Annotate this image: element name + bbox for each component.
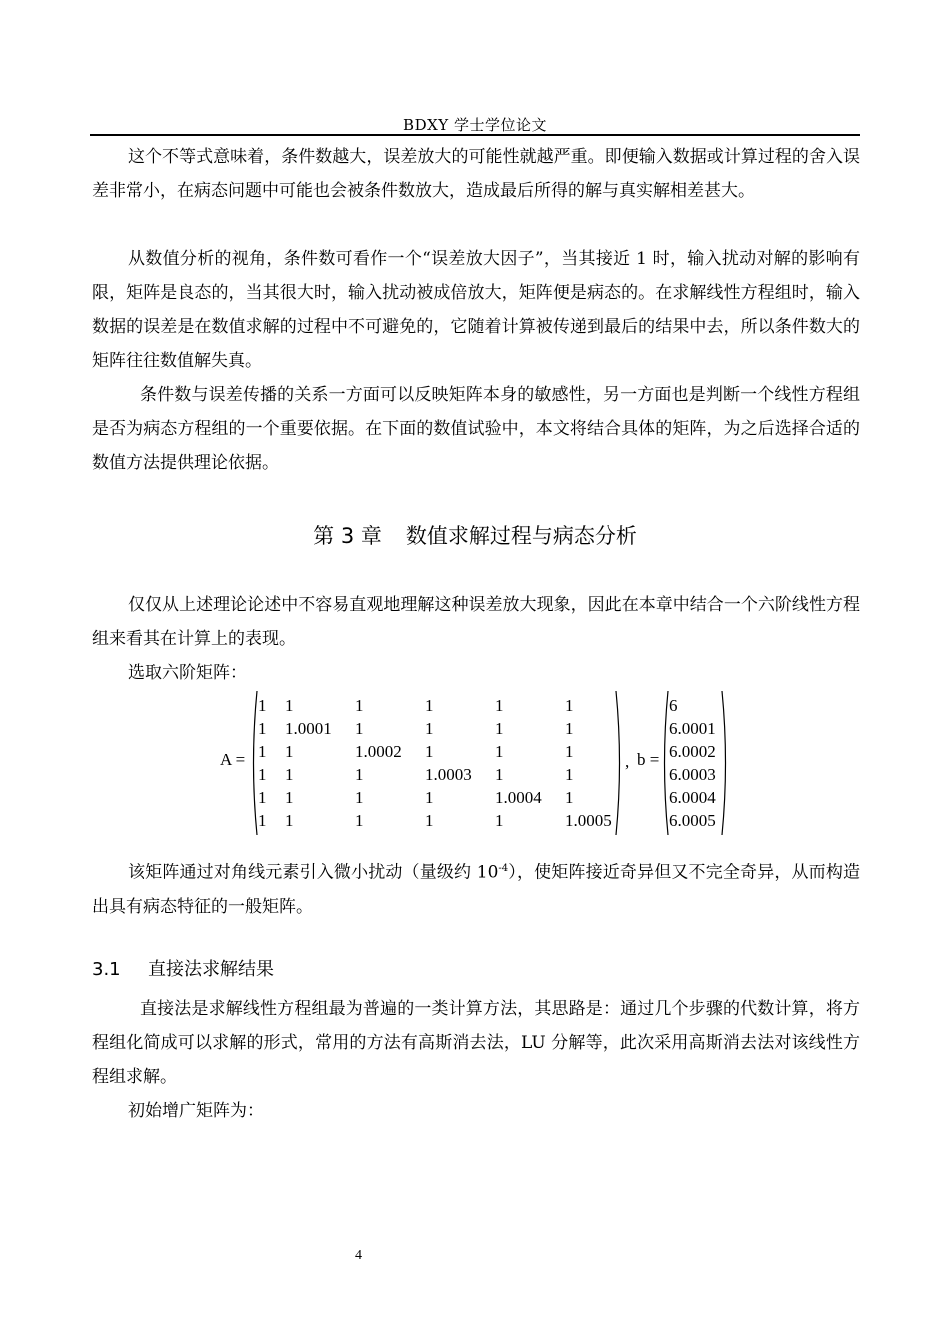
section-title: 直接法求解结果 — [148, 959, 274, 980]
matrix-a-cell: 1 — [355, 719, 364, 738]
matrix-a-cell: 1 — [258, 719, 267, 738]
matrix-a-cell: 1 — [355, 696, 364, 715]
matrix-a-cell: 1 — [258, 765, 267, 784]
paragraph-select-matrix: 选取六阶矩阵： — [128, 663, 247, 683]
vector-b-cell: 6.0002 — [669, 742, 716, 761]
vector-b-label: b = — [637, 750, 660, 769]
matrix-a-cell: 1 — [285, 765, 294, 784]
header-rule — [90, 134, 860, 136]
matrix-a-cell: 1 — [425, 788, 434, 807]
matrix-a-cell: 1 — [565, 742, 574, 761]
matrix-a-cell: 1 — [495, 765, 504, 784]
section-heading — [92, 955, 274, 981]
matrix-a-right-bracket — [614, 690, 624, 836]
section-number: 3.1 — [92, 959, 121, 980]
running-header: BDXY 学士学位论文 — [403, 116, 547, 134]
matrix-a-cell: 1 — [565, 788, 574, 807]
matrix-a-cell: 1.0005 — [565, 811, 612, 830]
paragraph-chapter-intro: 仅仅从上述理论论述中不容易直观地理解这种误差放大现象，因此在本章中结合一个六阶线性方程组来看其在计算上的表现。 — [92, 595, 860, 649]
matrix-a-cell: 1 — [258, 811, 267, 830]
vector-b-cell: 6 — [669, 696, 678, 715]
matrix-a-cell: 1 — [285, 811, 294, 830]
paragraph-direct-method: 直接法是求解线性方程组最为普遍的一类计算方法，其思路是：通过几个步骤的代数计算，将方程组化简成可以求解的形式，常用的方法有高斯消去法，LU 分解等，此次采用高斯消去法对该线性方程组求解。 — [92, 999, 860, 1087]
matrix-a-cell: 1 — [495, 719, 504, 738]
matrix-a-cell: 1 — [565, 719, 574, 738]
matrix-a-cell: 1 — [355, 765, 364, 784]
vector-b-right-bracket — [720, 690, 730, 836]
chapter-number: 第 3 章 — [313, 524, 382, 548]
matrix-a-cell: 1.0004 — [495, 788, 542, 807]
matrix-a-cell: 1 — [258, 696, 267, 715]
chapter-heading — [90, 520, 860, 550]
paragraph-augmented-matrix: 初始增广矩阵为： — [128, 1101, 264, 1121]
matrix-a-cell: 1 — [258, 742, 267, 761]
description-text: 该矩阵通过对角线元素引入微小扰动（量级约 10 — [128, 862, 499, 883]
paragraph-matrix-description — [92, 852, 860, 924]
matrix-a-cell: 1 — [425, 742, 434, 761]
matrix-a-cell: 1 — [285, 788, 294, 807]
matrix-a-label: A = — [220, 750, 246, 769]
matrix-a-cell: 1.0002 — [355, 742, 402, 761]
matrix-separator: , — [625, 752, 630, 771]
matrix-a-cell: 1 — [355, 811, 364, 830]
vector-b-cell: 6.0001 — [669, 719, 716, 738]
paragraph-condition-inequality: 这个不等式意味着，条件数越大，误差放大的可能性就越严重。即便输入数据或计算过程的舍入误差非常小，在病态问题中可能也会被条件数放大，造成最后所得的解与真实解相差甚大。 — [92, 147, 860, 201]
paragraph-sensitivity: 条件数与误差传播的关系一方面可以反映矩阵本身的敏感性，另一方面也是判断一个线性方程组是否为病态方程组的一个重要依据。在下面的数值试验中，本文将结合具体的矩阵，为之后选择合适的数值方法提供理论依据。 — [92, 385, 860, 473]
matrix-a-cell: 1.0003 — [425, 765, 472, 784]
matrix-a-cell: 1 — [285, 696, 294, 715]
matrix-a-cell: 1.0001 — [285, 719, 332, 738]
matrix-a-cell: 1 — [495, 742, 504, 761]
matrix-a-cell: 1 — [565, 765, 574, 784]
description-text-continued: ），使矩阵接近奇异但又不完全奇异，从而构造出具有病态特征的一般矩阵。 — [92, 862, 860, 917]
matrix-a-cell: 1 — [258, 788, 267, 807]
matrix-a-cell: 1 — [495, 811, 504, 830]
matrix-a-cell: 1 — [565, 696, 574, 715]
vector-b-cell: 6.0005 — [669, 811, 716, 830]
matrix-a-cell: 1 — [425, 811, 434, 830]
matrix-a-cell: 1 — [495, 696, 504, 715]
matrix-a-cell: 1 — [355, 788, 364, 807]
matrix-a-cell: 1 — [425, 719, 434, 738]
matrix-a-cell: 1 — [285, 742, 294, 761]
paragraph-error-amplification: 从数值分析的视角，条件数可看作一个“误差放大因子”，当其接近 1 时，输入扰动对解的影响有限，矩阵是良态的，当其很大时，输入扰动被成倍放大，矩阵便是病态的。在求解线性方程组时，输入数据的误差是在数值求解的过程中不可避免的，它随着计算被传递到最后的结果中去，所以条件数大的矩阵往往数值解失真。 — [92, 249, 860, 371]
chapter-title: 数值求解过程与病态分析 — [405, 524, 637, 548]
vector-b-cell: 6.0004 — [669, 788, 716, 807]
page-number: 4 — [355, 1248, 362, 1263]
exponent: -4 — [498, 863, 509, 874]
vector-b-cell: 6.0003 — [669, 765, 716, 784]
matrix-a-cell: 1 — [425, 696, 434, 715]
